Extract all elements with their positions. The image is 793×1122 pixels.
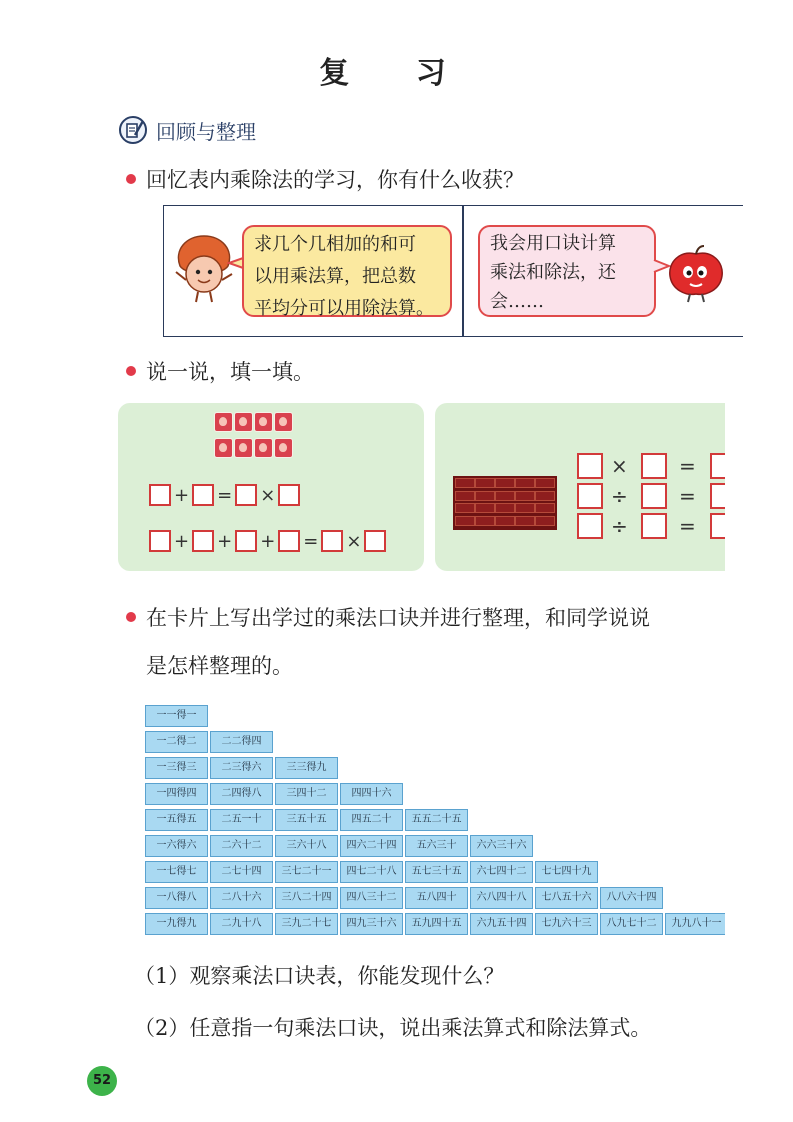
plus-sign: + [217, 530, 233, 552]
peach-exercise-panel [118, 403, 424, 571]
chocolate-piece [455, 516, 475, 526]
answer-box[interactable] [192, 530, 214, 552]
table-cell: 五六三十 [405, 835, 468, 857]
sub-question-1: （1）观察乘法口诀表，你能发现什么？ [134, 964, 505, 988]
chocolate-exercise-panel [435, 403, 725, 571]
table-cell: 一七得七 [145, 861, 208, 883]
table-cell: 四八三十二 [340, 887, 403, 909]
apple-character-icon [666, 244, 726, 304]
panel-divider [462, 205, 464, 337]
table-cell: 五八四十 [405, 887, 468, 909]
table-cell: 五九四十五 [405, 913, 468, 935]
table-cell: 一四得四 [145, 783, 208, 805]
table-cell: 四九三十六 [340, 913, 403, 935]
answer-box[interactable] [235, 484, 257, 506]
equals-sign: = [217, 484, 233, 506]
answer-box[interactable] [321, 530, 343, 552]
table-cell: 二四得八 [210, 783, 273, 805]
review-section-header [118, 115, 256, 145]
table-cell: 二六十二 [210, 835, 273, 857]
answer-box[interactable] [235, 530, 257, 552]
question-2 [126, 356, 314, 386]
table-cell: 八九七十二 [600, 913, 663, 935]
table-cell: 三九二十七 [275, 913, 338, 935]
question-3 [126, 602, 723, 632]
equals-sign: = [679, 454, 696, 478]
question-1-text: 回忆表内乘除法的学习，你有什么收获？ [146, 168, 524, 192]
chocolate-piece [495, 516, 515, 526]
question-3-line-1: 在卡片上写出学过的乘法口诀并进行整理，和同学说说 [146, 606, 650, 630]
answer-box[interactable] [364, 530, 386, 552]
table-cell: 三六十八 [275, 835, 338, 857]
speech-right-line-3: 会…… [490, 291, 544, 312]
equation-row-1 [149, 484, 300, 506]
table-cell: 七七四十九 [535, 861, 598, 883]
sub-question-2: （2）任意指一句乘法口诀，说出乘法算式和除法算式。 [134, 1016, 652, 1040]
table-cell: 一二得二 [145, 731, 208, 753]
table-cell: 二七十四 [210, 861, 273, 883]
answer-box[interactable] [149, 530, 171, 552]
table-cell: 二二得四 [210, 731, 273, 753]
review-label: 回顾与整理 [156, 119, 256, 144]
equals-sign: = [679, 514, 696, 538]
table-cell: 六八四十八 [470, 887, 533, 909]
table-cell: 二三得六 [210, 757, 273, 779]
table-cell: 四四十六 [340, 783, 403, 805]
table-cell: 九九八十一 [665, 913, 725, 935]
equals-sign: = [303, 530, 319, 552]
answer-box[interactable] [710, 483, 725, 509]
table-cell: 四七二十八 [340, 861, 403, 883]
table-cell: 六六三十六 [470, 835, 533, 857]
divide-sign: ÷ [611, 484, 628, 508]
equals-sign: = [679, 484, 696, 508]
page-number: 52 [87, 1066, 117, 1096]
answer-box[interactable] [710, 453, 725, 479]
peach-icon [214, 438, 233, 458]
chocolate-piece [455, 491, 475, 501]
chocolate-bar [453, 476, 557, 530]
table-cell: 一五得五 [145, 809, 208, 831]
table-cell: 一三得三 [145, 757, 208, 779]
bullet-icon [126, 612, 136, 622]
equation-row-2 [149, 530, 386, 552]
answer-box[interactable] [577, 453, 603, 479]
plus-sign: + [174, 530, 190, 552]
notebook-pencil-icon [118, 115, 148, 145]
times-sign: × [611, 454, 628, 478]
table-cell: 七八五十六 [535, 887, 598, 909]
chocolate-piece [495, 503, 515, 513]
plus-sign: + [174, 484, 190, 506]
chocolate-piece [455, 503, 475, 513]
table-cell: 一八得八 [145, 887, 208, 909]
peach-icon [214, 412, 233, 432]
speech-left-line-1: 求几个几相加的和可 [254, 234, 416, 255]
chocolate-piece [515, 516, 535, 526]
peach-grid [214, 412, 296, 468]
answer-box[interactable] [149, 484, 171, 506]
table-cell: 六九五十四 [470, 913, 533, 935]
peach-icon [234, 438, 253, 458]
table-cell: 一九得九 [145, 913, 208, 935]
answer-box[interactable] [278, 530, 300, 552]
speech-bubble-right [478, 225, 656, 317]
chocolate-piece [475, 503, 495, 513]
times-sign: × [260, 484, 276, 506]
answer-box[interactable] [710, 513, 725, 539]
table-cell: 二八十六 [210, 887, 273, 909]
chocolate-piece [535, 491, 555, 501]
chocolate-piece [475, 478, 495, 488]
table-cell: 三四十二 [275, 783, 338, 805]
chocolate-piece [535, 478, 555, 488]
multiplication-table [145, 705, 725, 939]
answer-box[interactable] [577, 513, 603, 539]
speech-bubble-left [242, 225, 452, 317]
chocolate-piece [495, 491, 515, 501]
speech-right-line-2: 乘法和除法，还 [490, 262, 616, 283]
chocolate-piece [495, 478, 515, 488]
table-cell: 三五十五 [275, 809, 338, 831]
peach-icon [254, 412, 273, 432]
table-cell: 三七二十一 [275, 861, 338, 883]
plus-sign: + [260, 530, 276, 552]
bullet-icon [126, 366, 136, 376]
answer-box[interactable] [278, 484, 300, 506]
table-cell: 五五二十五 [405, 809, 468, 831]
table-cell: 一一得一 [145, 705, 208, 727]
answer-box[interactable] [641, 483, 667, 509]
speech-left-line-2: 以用乘法算，把总数 [254, 266, 416, 287]
peach-icon [274, 438, 293, 458]
table-cell: 二五一十 [210, 809, 273, 831]
peach-icon [234, 412, 253, 432]
table-cell: 七九六十三 [535, 913, 598, 935]
peach-icon [254, 438, 273, 458]
chocolate-piece [515, 478, 535, 488]
question-2-text: 说一说，填一填。 [146, 360, 314, 384]
answer-box[interactable] [641, 453, 667, 479]
times-sign: × [346, 530, 362, 552]
divide-sign: ÷ [611, 514, 628, 538]
table-cell: 五七三十五 [405, 861, 468, 883]
chocolate-piece [535, 516, 555, 526]
table-cell: 二九十八 [210, 913, 273, 935]
chocolate-piece [475, 491, 495, 501]
table-cell: 四五二十 [340, 809, 403, 831]
chocolate-piece [455, 478, 475, 488]
chocolate-piece [515, 503, 535, 513]
question-3-line-2: 是怎样整理的。 [146, 654, 293, 678]
answer-box[interactable] [577, 483, 603, 509]
table-cell: 八八六十四 [600, 887, 663, 909]
table-cell: 六七四十二 [470, 861, 533, 883]
page-title: 复 习 [319, 56, 474, 91]
table-cell: 三八二十四 [275, 887, 338, 909]
answer-box[interactable] [192, 484, 214, 506]
chocolate-piece [535, 503, 555, 513]
speech-right-line-1: 我会用口诀计算 [490, 233, 616, 254]
chocolate-piece [515, 491, 535, 501]
peach-icon [274, 412, 293, 432]
table-cell: 三三得九 [275, 757, 338, 779]
question-1 [126, 164, 524, 194]
bullet-icon [126, 174, 136, 184]
speech-left-line-3: 平均分可以用除法算。 [254, 298, 434, 319]
chocolate-piece [475, 516, 495, 526]
table-cell: 一六得六 [145, 835, 208, 857]
table-cell: 四六二十四 [340, 835, 403, 857]
answer-box[interactable] [641, 513, 667, 539]
